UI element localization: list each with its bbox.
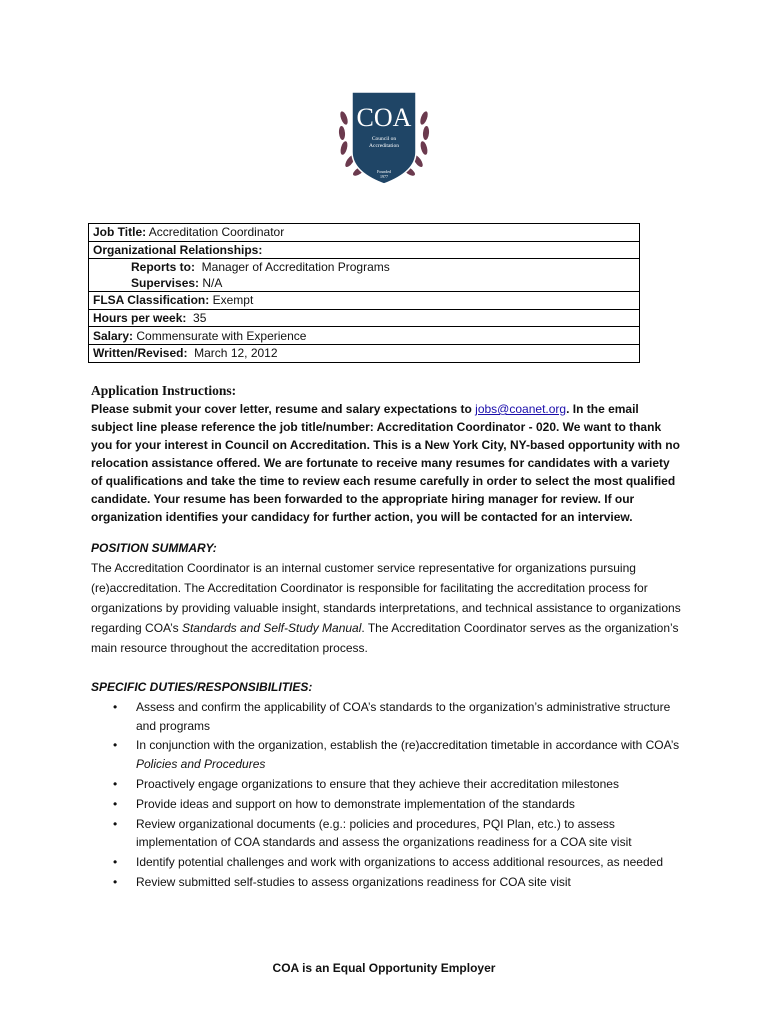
application-heading: Application Instructions: xyxy=(91,383,237,398)
list-item: • Identify potential challenges and work with organizations to access additional resources, as needed xyxy=(91,853,681,872)
svg-text:Accreditation: Accreditation xyxy=(369,143,399,149)
table-row: Organizational Relationships: xyxy=(89,241,640,259)
duties-list xyxy=(91,698,681,892)
table-row: Salary: Commensurate with Experience xyxy=(89,327,640,345)
footer-eeo-statement: COA is an Equal Opportunity Employer xyxy=(272,961,496,975)
list-item: • Review submitted self-studies to assess organizations readiness for COA site visit xyxy=(91,873,681,892)
svg-text:1977: 1977 xyxy=(380,174,388,179)
list-item: • Provide ideas and support on how to demonstrate implementation of the standards xyxy=(91,795,681,814)
position-summary-text: The Accreditation Coordinator is an internal customer service representative for organizations pursuing (re)accreditation. The Accreditation Coordinator is responsible for facilitating the accreditation process for organizations by providing valuable insight, standards interpretations, and technical assistance to organizations regarding COA’s Standards and Self-Study Manual. The Accreditation Coordinator serves as the organization’s main resource throughout the accreditation process. xyxy=(91,561,681,655)
table-row: Hours per week: 35 xyxy=(89,309,640,327)
svg-text:Founded: Founded xyxy=(377,169,391,174)
list-item: • Assess and confirm the applicability of COA’s standards to the organization’s administrative structure and programs xyxy=(113,700,671,733)
table-row: Job Title: Accreditation Coordinator xyxy=(89,224,640,242)
bullet-icon: • xyxy=(113,776,118,791)
list-item: • In conjunction with the organization, establish the (re)accreditation timetable in accordance with COA’s Policies and Procedures xyxy=(113,738,680,772)
duties-section xyxy=(91,678,681,893)
application-text: Please submit your cover letter, resume and salary expectations to jobs@coanet.org. In the email subject line please reference the job title/number: Accreditation Coordinator - 020. We want to thank you for your interest in Council on Accreditation. This is a New York City, NY-based opportunity with no relocation assistance offered. We are fortunate to receive many resumes for candidates with a variety of qualifications and take the time to review each resume carefully in order to select the most qualified candidate. Your resume has been forwarded to the appropriate hiring manager for review. If our organization identifies your candidacy for further action, you will be contacted for an interview. xyxy=(91,402,680,524)
list-item: • Proactively engage organizations to ensure that they achieve their accreditation milestones xyxy=(91,775,681,794)
table-row: Reports to: Manager of Accreditation Programs Supervises: N/A xyxy=(89,259,640,292)
svg-text:Council on: Council on xyxy=(371,136,397,142)
bullet-icon: • xyxy=(113,855,118,870)
table-row: FLSA Classification: Exempt xyxy=(89,292,640,310)
bullet-icon: • xyxy=(113,796,118,811)
application-instructions xyxy=(91,382,681,526)
bullet-icon: • xyxy=(113,738,118,753)
bullet-icon: • xyxy=(113,700,118,714)
email-link[interactable]: jobs@coanet.org xyxy=(475,402,567,416)
duties-heading: SPECIFIC DUTIES/RESPONSIBILITIES: xyxy=(91,680,313,694)
position-summary-heading: POSITION SUMMARY: xyxy=(91,541,217,555)
table-row: Written/Revised: March 12, 2012 xyxy=(89,344,640,362)
svg-text:COA: COA xyxy=(356,103,412,132)
coa-logo xyxy=(334,88,434,188)
job-info-table xyxy=(88,223,640,363)
job-title-value: Accreditation Coordinator xyxy=(148,225,285,240)
bullet-icon: • xyxy=(113,875,118,890)
list-item: • Review organizational documents (e.g.: policies and procedures, PQI Plan, etc.) to assess implementation of COA standards and assess the organizations readiness for a COA site visit xyxy=(113,816,632,850)
bullet-icon: • xyxy=(113,816,118,831)
position-summary xyxy=(91,538,681,658)
